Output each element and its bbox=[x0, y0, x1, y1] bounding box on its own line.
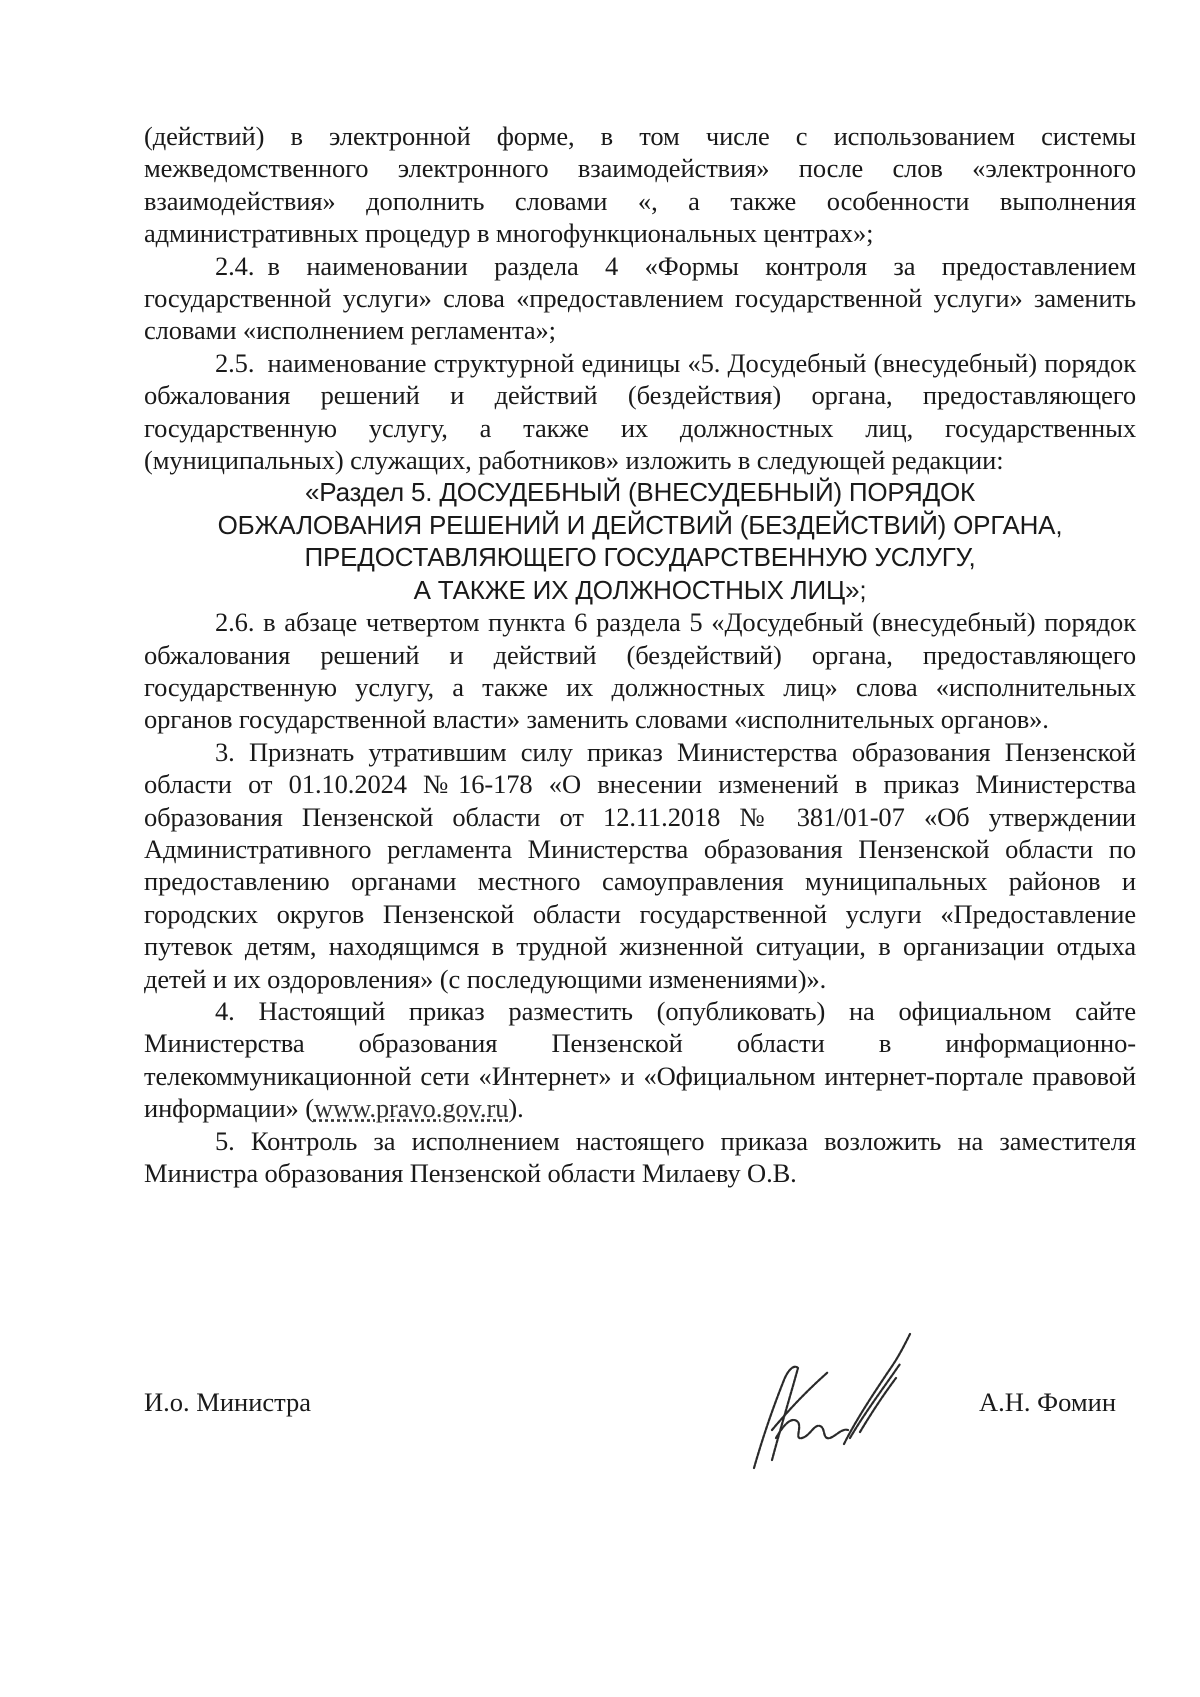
document-body bbox=[144, 120, 1136, 1189]
signatory-title: И.о. Министра bbox=[144, 1387, 312, 1417]
paragraph-2-4: 2.4. в наименовании раздела 4 «Формы контроля за предоставлением государственной услуги» слова «предоставлением государственной услуги» заменить словами «исполнением регламента»; bbox=[144, 250, 1136, 346]
paragraph-5: 5. Контроль за исполнением настоящего приказа возложить на заместителя Министра образования Пензенской области Милаеву О.В. bbox=[144, 1125, 1136, 1188]
paragraph-2-5: 2.5. наименование структурной единицы «5. Досудебный (внесудебный) порядок обжалования решений и действий (бездействия) органа, предоставляющего государственную услугу, а также их должностных лиц, государственных (муниципальных) служащих, работников» изложить в следующей редакции: bbox=[144, 347, 1136, 476]
section-heading-line-2: ОБЖАЛОВАНИЯ РЕШЕНИЙ И ДЕЙСТВИЙ (БЕЗДЕЙСТВИЙ) ОРГАНА, bbox=[217, 509, 1063, 540]
paragraph-4-text: 4. Настоящий приказ разместить (опубликовать) на официальном сайте Министерства образования Пензенской области в информационно-телекоммуникационной сети «Интернет» и «Официальном интернет-портале правовой информации» ( bbox=[144, 995, 1136, 1124]
handwritten-signature bbox=[732, 1320, 922, 1480]
paragraph-4-end: ). bbox=[508, 1093, 524, 1124]
signatory-name: А.Н. Фомин bbox=[979, 1387, 1116, 1417]
paragraph-continuation: (действий) в электронной форме, в том числе с использованием системы межведомственного электронного взаимодействия» после слов «электронного взаимодействия» дополнить словами «, а также особенности выполнения административных процедур в многофункциональных центрах»; bbox=[144, 121, 1136, 249]
signature-block bbox=[144, 1375, 1116, 1525]
section-heading-line-4: А ТАКЖЕ ИХ ДОЛЖНОСТНЫХ ЛИЦ»; bbox=[413, 574, 867, 605]
pravo-link[interactable]: www.pravo.gov.ru bbox=[313, 1093, 509, 1124]
paragraph-4 bbox=[144, 995, 1136, 1125]
section-heading-line-3: ПРЕДОСТАВЛЯЮЩЕГО ГОСУДАРСТВЕННУЮ УСЛУГУ, bbox=[304, 542, 976, 573]
paragraph-2-6: 2.6. в абзаце четвертом пункта 6 раздела 5 «Досудебный (внесудебный) порядок обжалования решений и действий (бездействий) органа, предоставляющего государственную услугу, а также их должностных лиц» слова «исполнительных органов государственной власти» заменить словами «исполнительных органов». bbox=[144, 607, 1136, 735]
section-heading-line-1: «Раздел 5. ДОСУДЕБНЫЙ (ВНЕСУДЕБНЫЙ) ПОРЯДОК bbox=[305, 477, 975, 508]
paragraph-3: 3. Признать утратившим силу приказ Министерства образования Пензенской области от 01.10.2024 №16-178 «О внесении изменений в приказ Министерства образования Пензенской области от 12.11.2018 № 381/01-07 «Об утверждении Административного регламента Министерства образования Пензенской области по предоставлению органами местного самоуправления муниципальных районов и городских округов Пензенской области государственной услуги «Предоставление путевок детям, находящимся в трудной жизненной ситуации, в организации отдыха детей и их оздоровления» (с последующими изменениями)». bbox=[144, 736, 1136, 994]
